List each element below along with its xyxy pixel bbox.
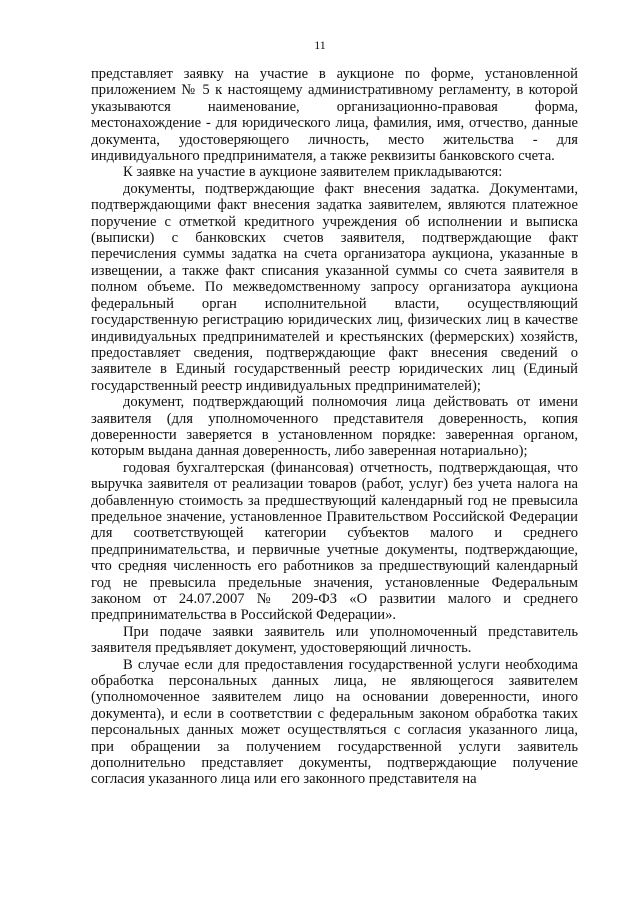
paragraph: К заявке на участие в аукционе заявителем прикладываются: xyxy=(123,164,503,181)
paragraph: документ, подтверждающий полномочия лица действовать от имени заявителя (для уполномоченного представителя доверенность, копия доверенности заверяется в установленном порядке: заверенная органом, которым выдана данная доверенность, либо заверенная нотариально); xyxy=(91,394,578,460)
paragraph: документы, подтверждающие факт внесения задатка. Документами, подтверждающими факт внесения задатка заявителем, являются платежное поручение с отметкой кредитного учреждения об исполнении и выписка (выписки) с банковских счетов заявителя, подтверждающие факт перечисления суммы задатка на счета организатора аукциона, указанные в извещении, а также факт списания указанной суммы со счета заявителя в полном объеме. По межведомственному запросу организатора аукциона федеральный орган исполнительной власти, осуществляющий государственную регистрацию юридических лиц, физических лиц в качестве индивидуальных предпринимателей и крестьянских (фермерских) хозяйств, предоставляет сведения, подтверждающие факт внесения сведений о заявителе в Единый государственный реестр юридических лиц (Единый государственный реестр индивидуальных предпринимателей); xyxy=(91,180,578,394)
paragraph: годовая бухгалтерская (финансовая) отчетность, подтверждающая, что выручка заявителя от реализации товаров (работ, услуг) без учета налога на добавленную стоимость за предшествующий календарный год не превысила предельное значение, установленное Правительством Российской Федерации для соответствующей категории субъектов малого и среднего предпринимательства, и первичные учетные документы, подтверждающие, что средняя численность его работников за предшествующий календарный год не превысила предельные значения, установленные Федеральным законом от 24.07.2007 № 209-ФЗ «О развитии малого и среднего предпринимательства в Российской Федерации». xyxy=(91,459,578,624)
paragraph: При подаче заявки заявитель или уполномоченный представитель заявителя предъявляет документ, удостоверяющий личность. xyxy=(91,623,578,657)
paragraph: В случае если для предоставления государственной услуги необходима обработка персональных данных лица, не являющегося заявителем (уполномоченное заявителем лицо на основании доверенности, иного документа), и если в соответствии с федеральным законом обработка таких персональных данных может осуществляться с согласия указанного лица, при обращении за получением государственной услуги заявитель дополнительно представляет документы, подтверждающие получение согласия указанного лица или его законного представителя на xyxy=(91,656,578,788)
paragraph: представляет заявку на участие в аукционе по форме, установленной приложением № 5 к настоящему административному регламенту, в которой указываются наименование, организационно-правовая форма, местонахождение - для юридического лица, фамилия, имя, отчество, данные документа, удостоверяющего личность, место жительства - для индивидуального предпринимателя, а также реквизиты банковского счета. xyxy=(91,66,578,165)
document-body xyxy=(91,66,578,788)
page-number: 11 xyxy=(314,38,326,52)
